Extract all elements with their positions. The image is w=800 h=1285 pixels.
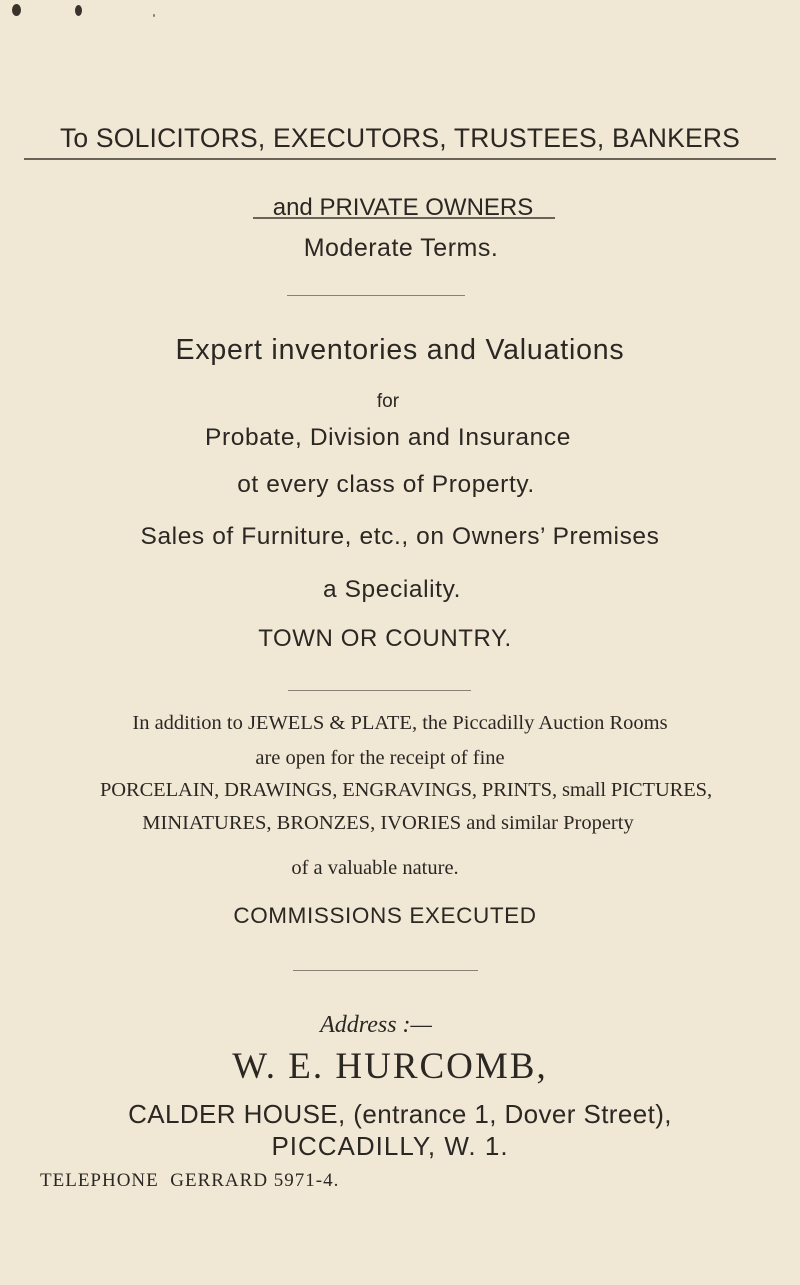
- ink-speck: [153, 14, 155, 17]
- address-house: CALDER HOUSE, (entrance 1, Dover Street),: [128, 1099, 672, 1129]
- services-for: for: [376, 391, 400, 412]
- addition-line-5: of a valuable nature.: [291, 857, 459, 879]
- ink-speck: [12, 4, 21, 16]
- services-speciality: a Speciality.: [322, 576, 462, 603]
- town-or-country: TOWN OR COUNTRY.: [258, 625, 512, 652]
- owners-rule: [253, 217, 555, 219]
- address-city: PICCADILLY, W. 1.: [271, 1131, 509, 1161]
- divider: [293, 970, 478, 971]
- addition-line-1: In addition to JEWELS & PLATE, the Piccadilly Auction Rooms: [132, 712, 668, 734]
- services-class: ot every class of Property.: [237, 471, 535, 498]
- addressee-owners: and PRIVATE OWNERS: [272, 194, 534, 221]
- services-kinds: Probate, Division and Insurance: [205, 424, 571, 451]
- services-sales: Sales of Furniture, etc., on Owners’ Premises: [140, 523, 660, 550]
- header-rule: [24, 158, 776, 160]
- addition-line-2: are open for the receipt of fine: [255, 747, 505, 769]
- divider: [288, 690, 471, 691]
- services-heading: Expert inventories and Valuations: [175, 334, 625, 366]
- addition-line-4: MINIATURES, BRONZES, IVORIES and similar Property: [142, 812, 634, 834]
- terms-line: Moderate Terms.: [303, 234, 499, 262]
- ink-speck: [75, 5, 82, 16]
- divider: [287, 295, 465, 296]
- telephone: TELEPHONE GERRARD 5971-4.: [40, 1170, 340, 1191]
- addressee-line: To SOLICITORS, EXECUTORS, TRUSTEES, BANKERS: [59, 123, 741, 153]
- address-label: Address :—: [320, 1012, 432, 1038]
- commissions-executed: COMMISSIONS EXECUTED: [233, 903, 537, 928]
- addition-line-3: PORCELAIN, DRAWINGS, ENGRAVINGS, PRINTS, small PICTURES,: [100, 779, 712, 801]
- proprietor-name: W. E. HURCOMB,: [232, 1046, 548, 1087]
